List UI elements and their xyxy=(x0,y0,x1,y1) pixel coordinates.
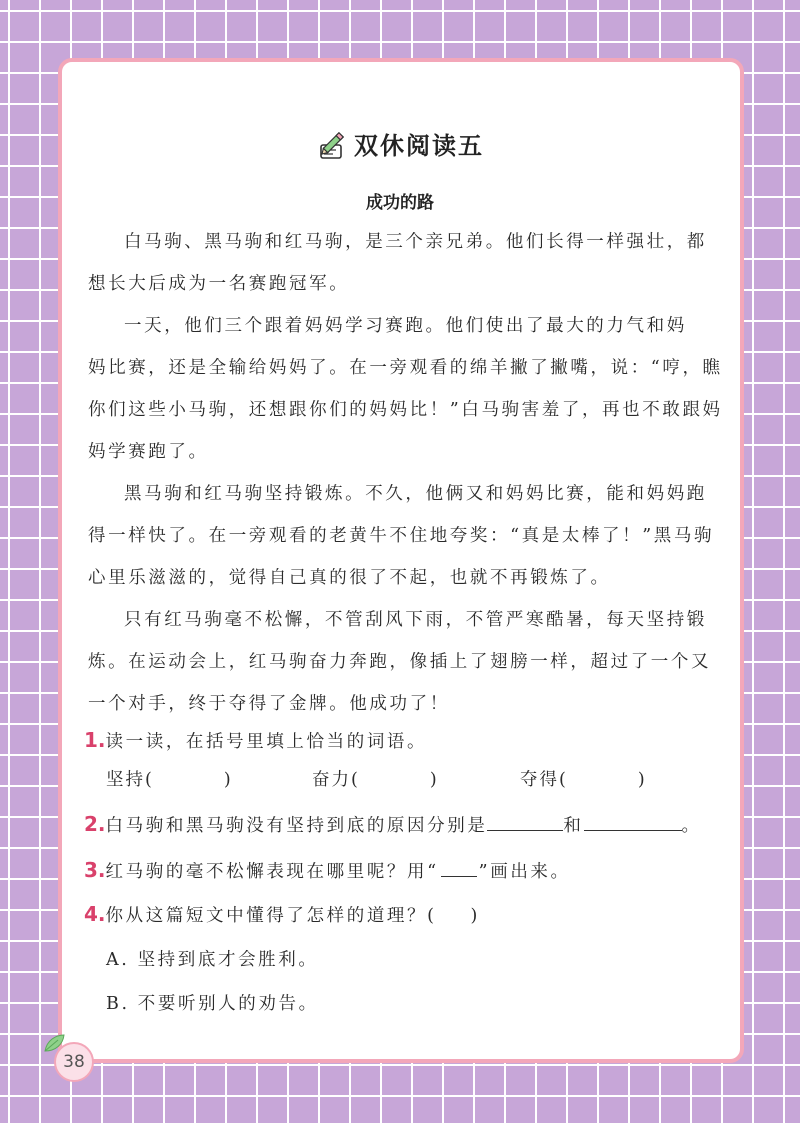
page-number-badge xyxy=(54,1042,94,1082)
question-2: 2.白马驹和黑马驹没有坚持到底的原因分别是 和 。 xyxy=(84,812,702,836)
fill-item-jianchi[interactable]: 坚持( ) xyxy=(106,770,233,790)
fill-item-fenli[interactable]: 奋力( ) xyxy=(312,770,439,790)
story-title: 成功的路 xyxy=(366,193,434,213)
option-a[interactable]: A. 坚持到底才会胜利。 xyxy=(106,950,319,970)
story-line: 一个对手，终于夺得了金牌。他成功了！ xyxy=(88,694,450,714)
story-line: 黑马驹和红马驹坚持锻炼。不久，他俩又和妈妈比赛，能和妈妈跑 xyxy=(124,484,707,504)
page-number: 38 xyxy=(63,1052,85,1072)
question-number: 4. xyxy=(84,902,106,926)
question-1 xyxy=(84,728,427,753)
story-line: 得一样快了。在一旁观看的老黄牛不住地夸奖：“真是太棒了！”黑马驹 xyxy=(88,526,715,546)
question-4: 4.你从这篇短文中懂得了怎样的道理？( ) xyxy=(84,902,480,926)
question-3: 3.红马驹的毫不松懈表现在哪里呢？用“ ”画出来。 xyxy=(84,858,571,882)
story-line: 妈比赛，还是全输给妈妈了。在一旁观看的绵羊撇了撇嘴，说：“哼，瞧 xyxy=(88,358,723,378)
story-line: 妈学赛跑了。 xyxy=(88,442,209,462)
fill-item-duode[interactable]: 夺得( ) xyxy=(520,770,647,790)
story-line: 你们这些小马驹，还想跟你们的妈妈比！”白马驹害羞了，再也不敢跟妈 xyxy=(88,400,723,420)
option-b[interactable]: B. 不要听别人的劝告。 xyxy=(106,994,319,1014)
question-text: 红马驹的毫不松懈表现在哪里呢？用“ xyxy=(105,862,439,882)
answer-blank[interactable] xyxy=(584,817,682,831)
question-number: 3. xyxy=(84,858,106,882)
answer-blank[interactable] xyxy=(487,817,563,831)
story-line: 一天，他们三个跟着妈妈学习赛跑。他们使出了最大的力气和妈 xyxy=(124,316,687,336)
page-title: 双休阅读五 xyxy=(354,132,484,160)
question-text: 你从这篇短文中懂得了怎样的道理？( xyxy=(105,906,437,926)
question-text: 白马驹和黑马驹没有坚持到底的原因分别是 xyxy=(105,816,488,836)
story-line: 想长大后成为一名赛跑冠军。 xyxy=(88,274,350,294)
story-line: 只有红马驹毫不松懈，不管刮风下雨，不管严寒酷暑，每天坚持锻 xyxy=(124,610,707,630)
question-number: 1. xyxy=(84,728,106,752)
story-line: 白马驹、黑马驹和红马驹，是三个亲兄弟。他们长得一样强壮，都 xyxy=(124,232,707,252)
title-row xyxy=(0,126,800,161)
pencil-note-icon xyxy=(316,128,348,160)
story-line: 炼。在运动会上，红马驹奋力奔跑，像插上了翅膀一样，超过了一个又 xyxy=(88,652,712,672)
question-number: 2. xyxy=(84,812,106,836)
underline-sample xyxy=(441,863,477,877)
story-line: 心里乐滋滋的，觉得自己真的很了不起，也就不再锻炼了。 xyxy=(88,568,611,588)
question-text: 读一读，在括号里填上恰当的词语。 xyxy=(105,732,428,752)
